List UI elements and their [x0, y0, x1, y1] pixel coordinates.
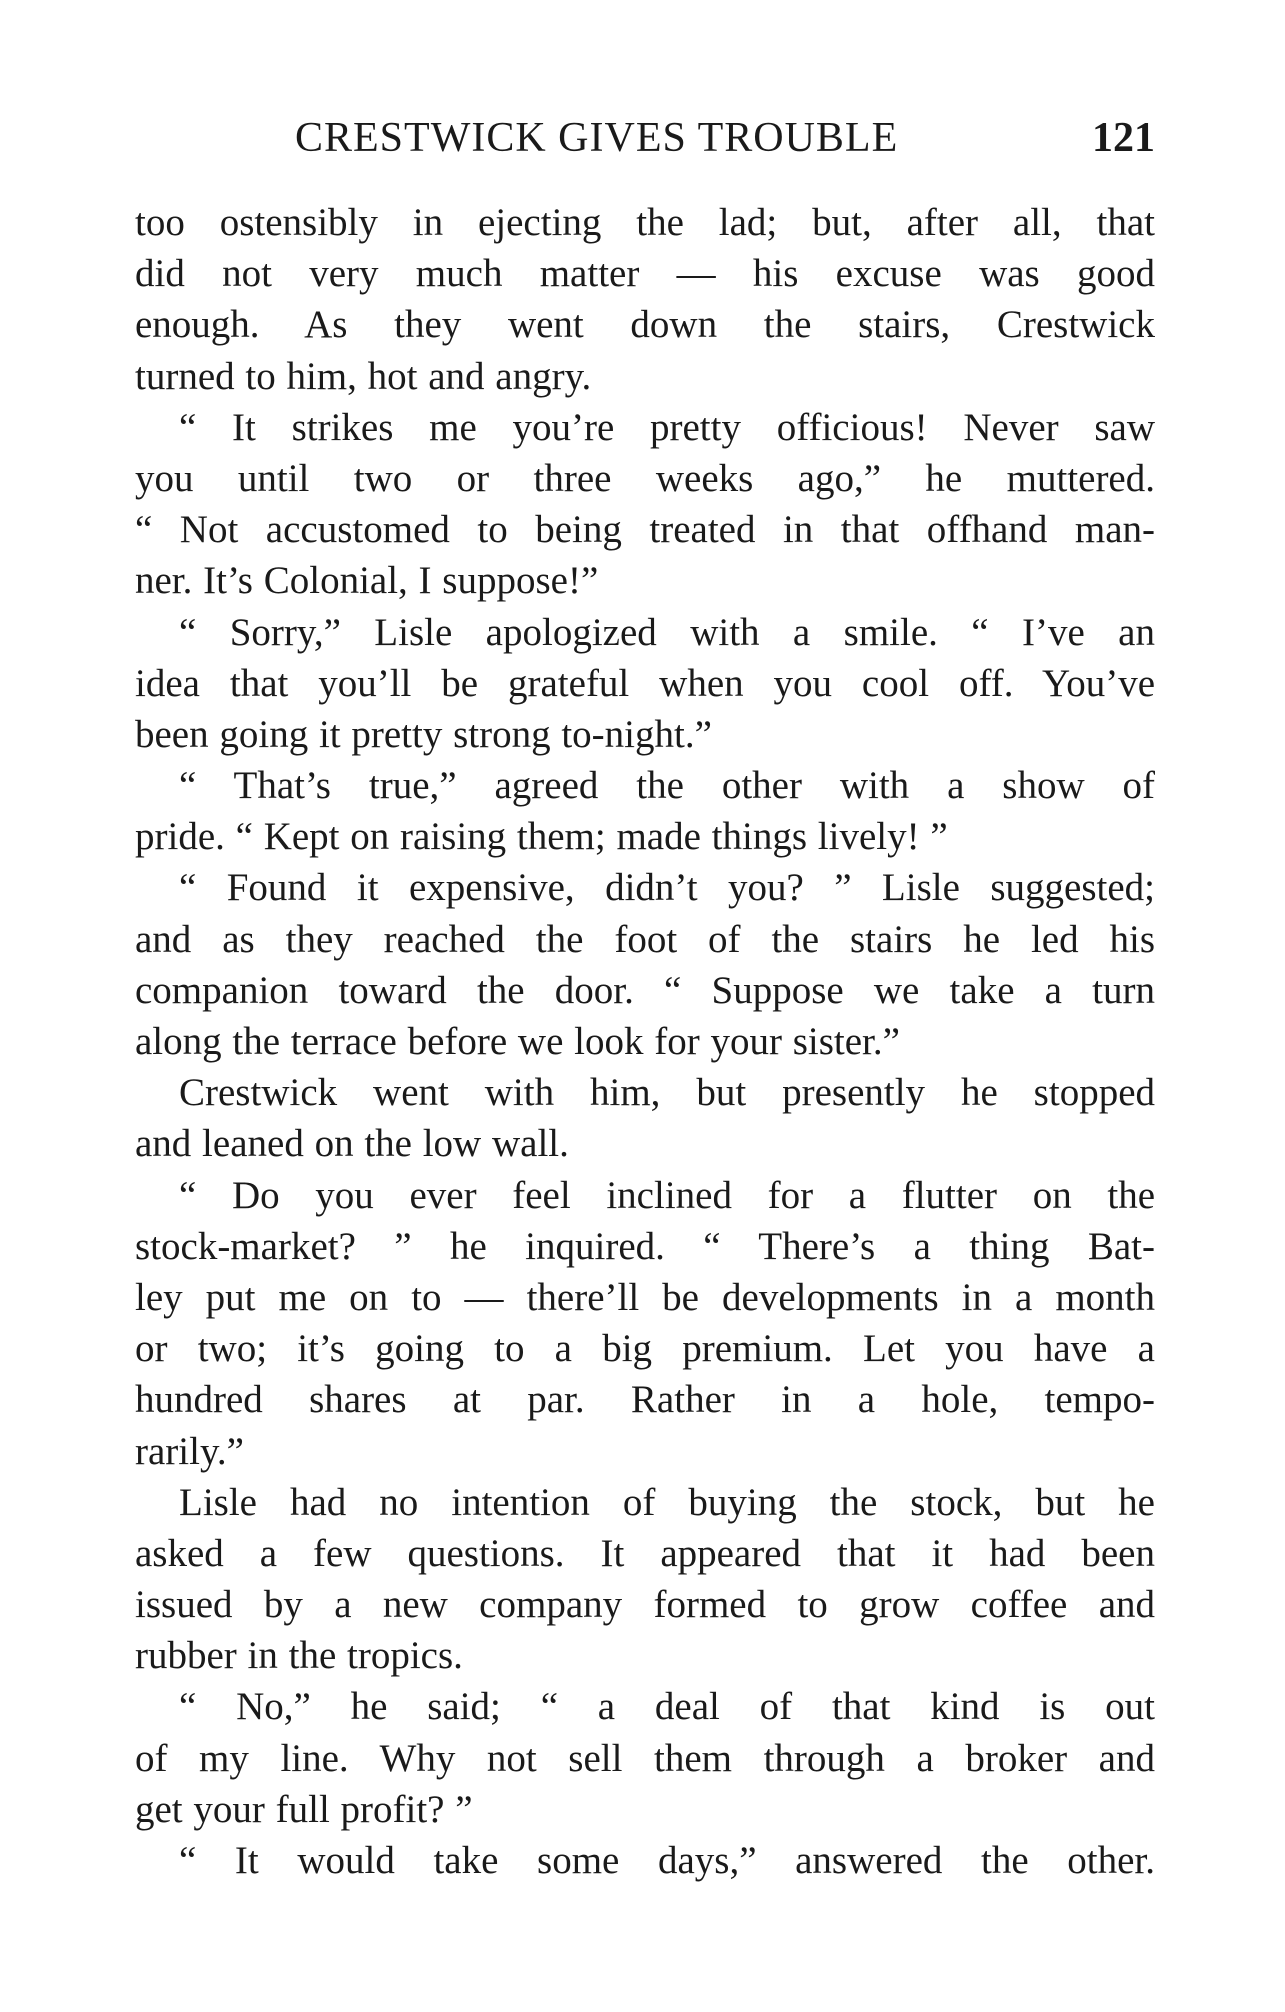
text-line: ner. It’s Colonial, I suppose!”: [135, 559, 599, 603]
text-line: issued by a new company formed to grow coffee and: [135, 1583, 1155, 1627]
running-title: CRESTWICK GIVES TROUBLE: [295, 115, 899, 161]
text-line: and leaned on the low wall.: [135, 1122, 569, 1166]
text-line: pride. “ Kept on raising them; made things lively! ”: [135, 815, 948, 859]
text-line: “ That’s true,” agreed the other with a show of: [179, 764, 1155, 808]
text-line: “ It would take some days,” answered the other.: [179, 1839, 1155, 1882]
text-line: of my line. Why not sell them through a broker and: [135, 1736, 1155, 1780]
page-header: [135, 108, 1155, 168]
text-line: too ostensibly in ejecting the lad; but, after all, that: [135, 201, 1155, 244]
text-line: “ Do you ever feel inclined for a flutter on the: [179, 1173, 1155, 1217]
text-line: rarily.”: [135, 1429, 244, 1473]
text-line: enough. As they went down the stairs, Crestwick: [135, 303, 1155, 347]
text-line: you until two or three weeks ago,” he muttered.: [135, 456, 1155, 500]
body-text: [135, 197, 1155, 1886]
text-line: “ It strikes me you’re pretty officious! Never saw: [179, 405, 1155, 449]
text-line: asked a few questions. It appeared that it had been: [135, 1531, 1155, 1575]
text-line: hundred shares at par. Rather in a hole, tempo-: [135, 1378, 1155, 1422]
text-line: or two; it’s going to a big premium. Let you have a: [135, 1327, 1155, 1371]
text-line: turned to him, hot and angry.: [135, 354, 592, 398]
text-line: did not very much matter — his excuse was good: [135, 252, 1155, 296]
text-line: Lisle had no intention of buying the stock, but he: [179, 1480, 1155, 1524]
text-line: companion toward the door. “ Suppose we take a turn: [135, 968, 1155, 1012]
text-line: been going it pretty strong to-night.”: [135, 712, 712, 756]
text-line: “ Not accustomed to being treated in that offhand man-: [135, 508, 1155, 552]
text-line: ley put me on to — there’ll be developments in a month: [135, 1275, 1155, 1319]
text-line: along the terrace before we look for your sister.”: [135, 1020, 900, 1063]
text-line: “ Found it expensive, didn’t you? ” Lisle suggested;: [179, 866, 1155, 910]
text-line: and as they reached the foot of the stairs he led his: [135, 917, 1155, 961]
text-line: get your full profit? ”: [135, 1787, 473, 1831]
text-line: stock-market? ” he inquired. “ There’s a thing Bat-: [135, 1224, 1155, 1268]
text-line: “ No,” he said; “ a deal of that kind is out: [179, 1685, 1155, 1729]
page-number: 121: [1092, 115, 1155, 161]
text-line: “ Sorry,” Lisle apologized with a smile. “ I’ve an: [179, 610, 1155, 654]
text-line: Crestwick went with him, but presently he stopped: [179, 1071, 1155, 1115]
text-line: idea that you’ll be grateful when you cool off. You’ve: [135, 661, 1155, 705]
text-line: rubber in the tropics.: [135, 1634, 463, 1678]
